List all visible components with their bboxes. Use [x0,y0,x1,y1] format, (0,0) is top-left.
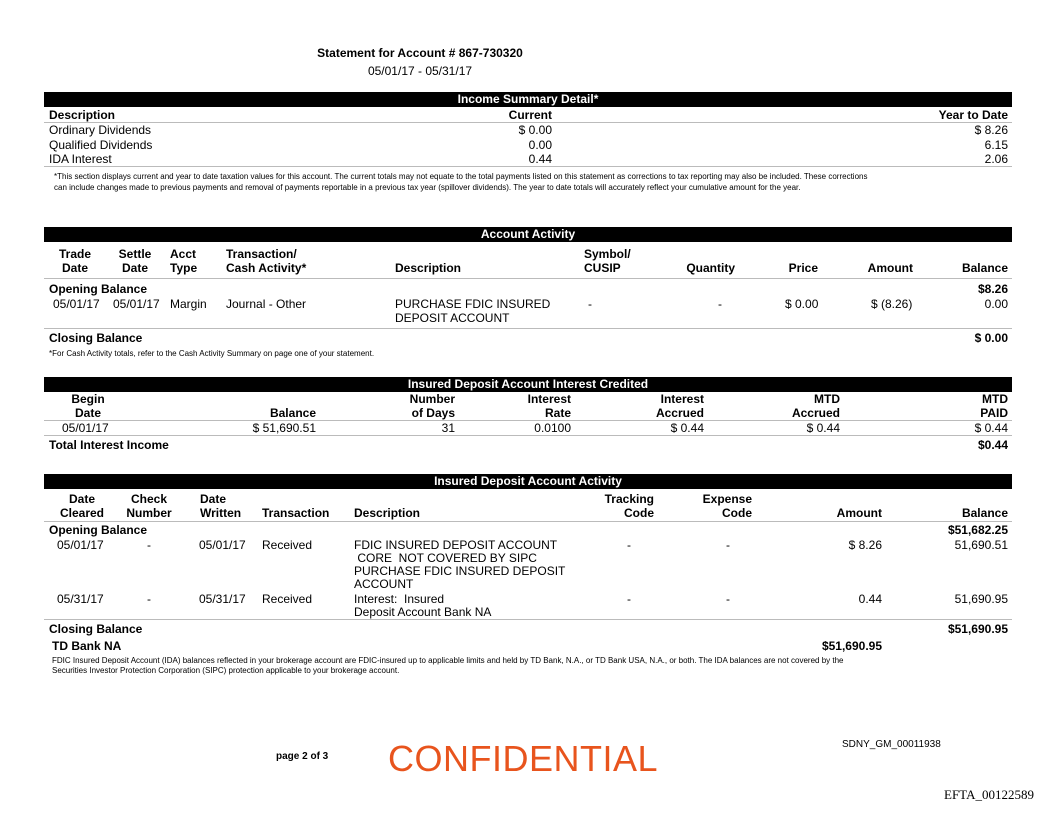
activity-quantity: - [718,297,722,311]
ida-row-transaction: Received [262,538,313,552]
activity-col-symbol: Symbol/ [584,247,631,261]
ida-col-written: Date [200,492,227,506]
page-number: page 2 of 3 [276,751,329,762]
ida-col-tracking: Code [624,506,654,520]
interest-accrued: $ 0.44 [670,421,704,435]
interest-col-begin: Begin [71,392,105,406]
income-row-desc: Qualified Dividends [49,138,153,152]
ida-closing-label: Closing Balance [49,622,143,636]
ida-row-amount: $ 8.26 [848,538,882,552]
ida-opening-value: $51,682.25 [947,523,1008,537]
ida-col-check: Number [126,506,172,520]
ida-footnote-line1: FDIC Insured Deposit Account (IDA) balances reflected in your brokerage account are FDIC-insured up to applicable limits and held by TD Bank, N.A., or TD Bank USA, N.A., or both. The IDA balances are not covered by the [52,656,844,665]
ida-col-cleared: Cleared [59,506,105,520]
activity-col-trade: Date [61,261,88,275]
income-row-current: $ 0.00 [518,123,552,137]
ida-activity-heading: Insured Deposit Account Activity [44,474,1012,489]
ida-row-description: CORE NOT COVERED BY SIPC [354,551,537,565]
interest-credited-heading: Insured Deposit Account Interest Credited [44,377,1012,392]
interest-col-balance: Balance [269,406,316,420]
interest-col-rate: Interest [527,392,571,406]
confidential-stamp: CONFIDENTIAL [388,738,659,779]
activity-trade-date: 05/01/17 [53,297,100,311]
activity-opening-label: Opening Balance [49,282,148,296]
activity-col-balance: Balance [961,261,1008,275]
ida-row-amount: 0.44 [858,592,882,606]
ida-row-description: ACCOUNT [354,577,414,591]
activity-balance: 0.00 [984,297,1008,311]
ida-row-expense: - [726,538,730,552]
interest-rate: 0.0100 [534,421,571,435]
ida-row-description: PURCHASE FDIC INSURED DEPOSIT [354,564,566,578]
ida-col-cleared: Date [68,492,95,506]
interest-total-label: Total Interest Income [49,438,169,452]
ida-row-description: Interest: Insured [354,592,445,606]
income-col-current: Current [508,108,552,122]
bank-label: TD Bank NA [52,639,122,653]
interest-mtd-paid: $ 0.44 [974,421,1008,435]
activity-col-trade: Trade [58,247,91,261]
interest-balance: $ 51,690.51 [252,421,316,435]
ida-opening-label: Opening Balance [49,523,148,537]
ida-row-cleared: 05/01/17 [57,538,104,552]
ida-row-check: - [147,592,151,606]
ida-col-check: Check [130,492,168,506]
interest-mtd-accrued: $ 0.44 [806,421,840,435]
ida-row-check: - [147,538,151,552]
statement-title: Statement for Account # 867-730320 [317,46,523,60]
ida-col-transaction: Transaction [262,506,330,520]
activity-col-acct: Type [170,261,198,275]
ida-col-balance: Balance [961,506,1008,520]
activity-opening-value: $8.26 [977,282,1008,296]
activity-col-settle: Settle [118,247,152,261]
activity-col-quantity: Quantity [686,261,735,275]
activity-col-acct: Acct [170,247,197,261]
interest-col-rate: Rate [544,406,571,420]
ida-row-tracking: - [627,592,631,606]
activity-col-amount: Amount [867,261,913,275]
ida-row-transaction: Received [262,592,313,606]
income-footnote-line2: can include changes made to previous payments and removal of payments reportable in a previous tax year (spillover dividends). The year to date totals will accurately reflect your cumulative amount for the year. [54,183,801,192]
bank-value: $51,690.95 [821,639,882,653]
activity-closing-label: Closing Balance [49,331,143,345]
activity-description: DEPOSIT ACCOUNT [395,311,510,325]
activity-amount: $ (8.26) [871,297,913,311]
ida-row-tracking: - [627,538,631,552]
activity-closing-value: $ 0.00 [974,331,1008,345]
income-row-ytd: 6.15 [984,138,1008,152]
income-col-ytd: Year to Date [938,108,1008,122]
interest-col-begin: Date [74,406,101,420]
ida-footnote-line2: Securities Investor Protection Corporation (SIPC) protection applicable to your brokerage account. [52,666,400,675]
income-col-description: Description [49,108,116,122]
ida-row-balance: 51,690.95 [954,592,1008,606]
income-row-desc: Ordinary Dividends [49,123,152,137]
ida-col-description: Description [354,506,421,520]
income-row-current: 0.44 [528,152,552,166]
income-row-ytd: $ 8.26 [974,123,1008,137]
interest-col-mtd-paid: PAID [980,406,1008,420]
income-footnote-line1: *This section displays current and year to date taxation values for this account. The current totals may not equate to the total payments listed on this statement as corrections to tax reporting may also be included. These corrections [54,172,868,181]
ida-col-amount: Amount [836,506,882,520]
interest-col-accrued: Interest [660,392,704,406]
income-summary-heading: Income Summary Detail* [44,92,1012,107]
interest-total-value: $0.44 [977,438,1008,452]
statement-date-range: 05/01/17 - 05/31/17 [367,64,473,78]
interest-begin-date: 05/01/17 [62,421,109,435]
activity-col-description: Description [395,261,462,275]
bates-number: SDNY_GM_00011938 [842,739,941,750]
activity-col-symbol: CUSIP [584,261,621,275]
activity-description: PURCHASE FDIC INSURED [395,297,551,311]
ida-row-balance: 51,690.51 [954,538,1008,552]
income-row-desc: IDA Interest [49,152,112,166]
activity-col-price: Price [788,261,818,275]
ida-col-written: Written [200,506,242,520]
activity-symbol: - [588,297,592,311]
activity-acct-type: Margin [170,297,207,311]
ida-row-written: 05/01/17 [199,538,246,552]
activity-settle-date: 05/01/17 [113,297,160,311]
income-row-ytd: 2.06 [984,152,1008,166]
activity-col-transaction: Transaction/ [226,247,297,261]
interest-col-days: of Days [411,406,455,420]
ida-row-expense: - [726,592,730,606]
ida-row-description: Deposit Account Bank NA [354,605,492,619]
income-row-current: 0.00 [528,138,552,152]
activity-footnote: *For Cash Activity totals, refer to the Cash Activity Summary on page one of your statement. [49,349,375,358]
interest-col-mtd-accrued: Accrued [791,406,840,420]
activity-price: $ 0.00 [785,297,819,311]
ida-row-cleared: 05/31/17 [57,592,104,606]
interest-col-mtd-paid: MTD [982,392,1008,406]
ida-col-tracking: Tracking [604,492,654,506]
interest-col-days: Number [409,392,455,406]
efta-number: EFTA_00122589 [944,787,1034,802]
interest-col-accrued: Accrued [655,406,704,420]
activity-col-settle: Date [121,261,148,275]
account-activity-heading: Account Activity [44,227,1012,242]
ida-row-written: 05/31/17 [199,592,246,606]
interest-days: 31 [441,421,455,435]
interest-col-mtd-accrued: MTD [814,392,840,406]
ida-closing-value: $51,690.95 [947,622,1008,636]
ida-col-expense: Expense [702,492,752,506]
ida-col-expense: Code [722,506,752,520]
activity-transaction: Journal - Other [226,297,307,311]
activity-col-transaction: Cash Activity* [226,261,307,275]
ida-row-description: FDIC INSURED DEPOSIT ACCOUNT [354,538,558,552]
